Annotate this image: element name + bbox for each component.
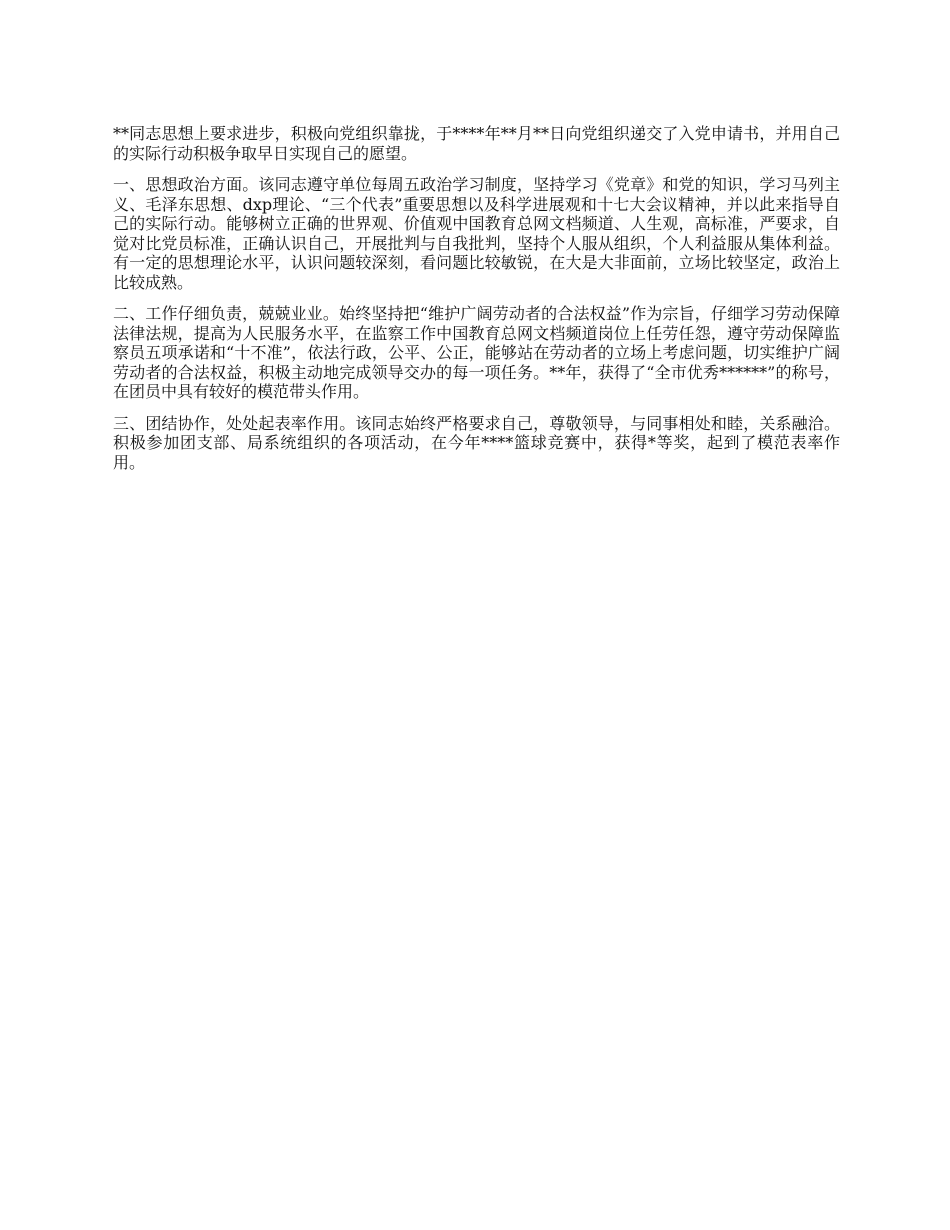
paragraph-political-thought: 一、思想政治方面。该同志遵守单位每周五政治学习制度，坚持学习《党章》和党的知识，学习马列主义、毛泽东思想、dxp理论、“三个代表”重要思想以及科学进展观和十七大会议精神，并以此来指导自己的实际行动。能够树立正确的世界观、价值观中国教育总网文档频道、人生观，高标准，严要求，自觉对比党员标准，正确认识自己，开展批判与自我批判，坚持个人服从组织，个人利益服从集体利益。有一定的思想理论水平，认识问题较深刻，看问题比较敏锐，在大是大非面前，立场比较坚定，政治上比较成熟。 [113,175,840,292]
paragraph-work-attitude: 二、工作仔细负责，兢兢业业。始终坚持把“维护广阔劳动者的合法权益”作为宗旨，仔细学习劳动保障法律法规，提高为人民服务水平，在监察工作中国教育总网文档频道岗位上任劳任怨，遵守劳动保障监察员五项承诺和“十不准”，依法行政，公平、公正，能够站在劳动者的立场上考虑问题，切实维护广阔劳动者的合法权益，积极主动地完成领导交办的每一项任务。**年，获得了“全市优秀******”的称号，在团员中具有较好的模范带头作用。 [113,304,840,401]
paragraph-teamwork: 三、团结协作，处处起表率作用。该同志始终严格要求自己，尊敬领导，与同事相处和睦，关系融洽。积极参加团支部、局系统组织的各项活动，在今年****篮球竞赛中，获得*等奖，起到了模范表率作用。 [113,413,840,472]
paragraph-intro: **同志思想上要求进步，积极向党组织靠拢，于****年**月**日向党组织递交了入党申请书，并用自己的实际行动积极争取早日实现自己的愿望。 [113,124,840,163]
document-body [113,124,840,484]
